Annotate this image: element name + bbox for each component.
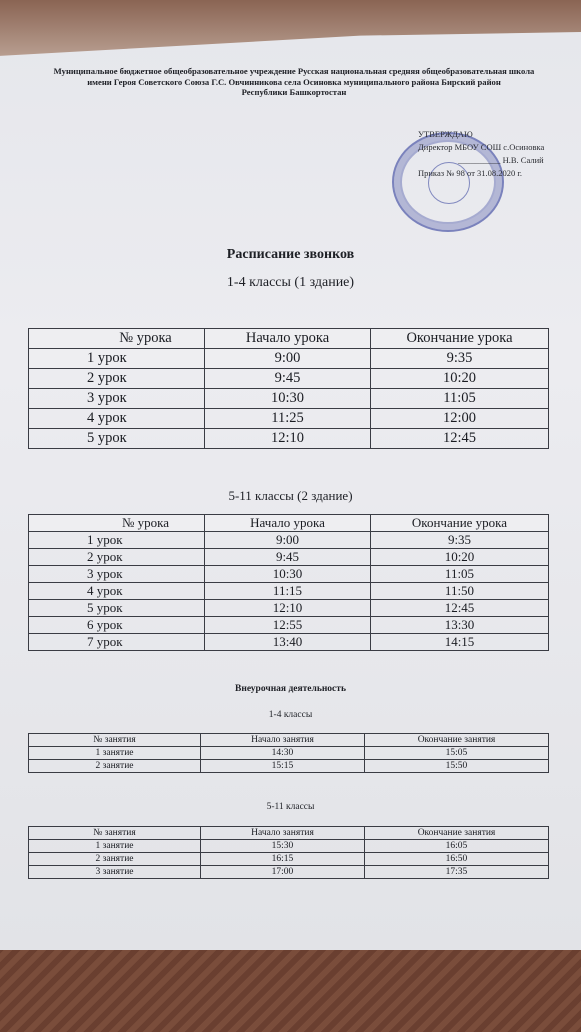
end-cell: 10:20 <box>371 549 549 566</box>
table-row <box>29 349 549 369</box>
section-subtitle: 5-11 классы <box>266 802 315 812</box>
column-header: Окончание занятия <box>365 734 549 747</box>
lesson-cell: 4 урок <box>29 409 205 429</box>
table-row <box>29 747 549 760</box>
lesson-cell: 2 урок <box>29 549 205 566</box>
column-header: Окончание урока <box>371 329 549 349</box>
session-cell: 3 занятие <box>29 866 201 879</box>
header-line: Муниципальное бюджетное общеобразовательное учреждение Русская национальная средняя общеобразовательная школа <box>53 66 535 76</box>
school-header <box>24 66 564 98</box>
session-cell: 2 занятие <box>29 760 201 773</box>
column-header: Окончание урока <box>371 515 549 532</box>
start-cell: 14:30 <box>201 747 365 760</box>
lesson-cell: 3 урок <box>29 389 205 409</box>
start-cell: 9:00 <box>205 349 371 369</box>
lesson-cell: 7 урок <box>29 634 205 651</box>
section-subtitle: 1-4 классы (1 здание) <box>226 275 355 290</box>
end-cell: 10:20 <box>371 369 549 389</box>
table-row <box>29 429 549 449</box>
end-cell: 13:30 <box>371 617 549 634</box>
extra-title: Внеурочная деятельность <box>235 684 346 694</box>
approval-block <box>418 128 578 180</box>
column-header: № урока <box>29 515 205 532</box>
table-row <box>29 840 549 853</box>
end-cell: 11:05 <box>371 389 549 409</box>
table-row <box>29 409 549 429</box>
table-row <box>29 617 549 634</box>
end-cell: 15:50 <box>365 760 549 773</box>
start-cell: 9:45 <box>205 369 371 389</box>
end-cell: 12:45 <box>371 429 549 449</box>
end-cell: 15:05 <box>365 747 549 760</box>
approval-signature: __________ Н.В. Салий <box>458 155 544 165</box>
session-cell: 1 занятие <box>29 840 201 853</box>
session-cell: 1 занятие <box>29 747 201 760</box>
schedule-table <box>28 328 549 449</box>
table-row <box>29 600 549 617</box>
lesson-cell: 1 урок <box>29 349 205 369</box>
table-row <box>29 532 549 549</box>
start-cell: 15:15 <box>201 760 365 773</box>
end-cell: 16:05 <box>365 840 549 853</box>
end-cell: 12:00 <box>371 409 549 429</box>
table-header-row <box>29 329 549 349</box>
table-header-row <box>29 734 549 747</box>
activity-table <box>28 733 549 773</box>
header-line: имени Героя Советского Союза Г.С. Овчинникова села Осиновка муниципального района Бирский район <box>87 76 501 87</box>
end-cell: 16:50 <box>365 853 549 866</box>
lesson-cell: 6 урок <box>29 617 205 634</box>
start-cell: 17:00 <box>201 866 365 879</box>
start-cell: 12:55 <box>205 617 371 634</box>
table-row <box>29 369 549 389</box>
column-header: Начало занятия <box>201 827 365 840</box>
table-row <box>29 549 549 566</box>
approval-title: УТВЕРЖДАЮ <box>418 129 473 139</box>
table-row <box>29 566 549 583</box>
end-cell: 17:35 <box>365 866 549 879</box>
start-cell: 10:30 <box>205 389 371 409</box>
start-cell: 13:40 <box>205 634 371 651</box>
column-header: № урока <box>29 329 205 349</box>
start-cell: 9:00 <box>205 532 371 549</box>
end-cell: 14:15 <box>371 634 549 651</box>
approval-order: Приказ № 98 от 31.08.2020 г. <box>418 168 523 178</box>
page-title: Расписание звонков <box>226 247 355 262</box>
header-line: Республики Башкортостан <box>241 87 347 97</box>
table-row <box>29 583 549 600</box>
start-cell: 16:15 <box>201 853 365 866</box>
end-cell: 9:35 <box>371 532 549 549</box>
start-cell: 12:10 <box>205 600 371 617</box>
lesson-cell: 4 урок <box>29 583 205 600</box>
lesson-cell: 3 урок <box>29 566 205 583</box>
start-cell: 11:25 <box>205 409 371 429</box>
section-subtitle: 1-4 классы <box>268 710 313 720</box>
section-subtitle: 5-11 классы (2 здание) <box>228 488 353 503</box>
session-cell: 2 занятие <box>29 853 201 866</box>
start-cell: 12:10 <box>205 429 371 449</box>
end-cell: 9:35 <box>371 349 549 369</box>
column-header: № занятия <box>29 734 201 747</box>
lesson-cell: 2 урок <box>29 369 205 389</box>
table-row <box>29 853 549 866</box>
lesson-cell: 1 урок <box>29 532 205 549</box>
end-cell: 11:05 <box>371 566 549 583</box>
start-cell: 11:15 <box>205 583 371 600</box>
table-header-row <box>29 515 549 532</box>
column-header: Начало занятия <box>201 734 365 747</box>
table-row <box>29 389 549 409</box>
table-row <box>29 634 549 651</box>
column-header: Окончание занятия <box>365 827 549 840</box>
column-header: Начало урока <box>205 329 371 349</box>
table-row <box>29 760 549 773</box>
start-cell: 9:45 <box>205 549 371 566</box>
column-header: Начало урока <box>205 515 371 532</box>
lesson-cell: 5 урок <box>29 429 205 449</box>
column-header: № занятия <box>29 827 201 840</box>
start-cell: 10:30 <box>205 566 371 583</box>
approval-line: Директор МБОУ СОШ с.Осиновка <box>418 142 545 152</box>
end-cell: 12:45 <box>371 600 549 617</box>
start-cell: 15:30 <box>201 840 365 853</box>
table-header-row <box>29 827 549 840</box>
activity-table <box>28 826 549 879</box>
lesson-cell: 5 урок <box>29 600 205 617</box>
schedule-table <box>28 514 549 651</box>
end-cell: 11:50 <box>371 583 549 600</box>
table-row <box>29 866 549 879</box>
